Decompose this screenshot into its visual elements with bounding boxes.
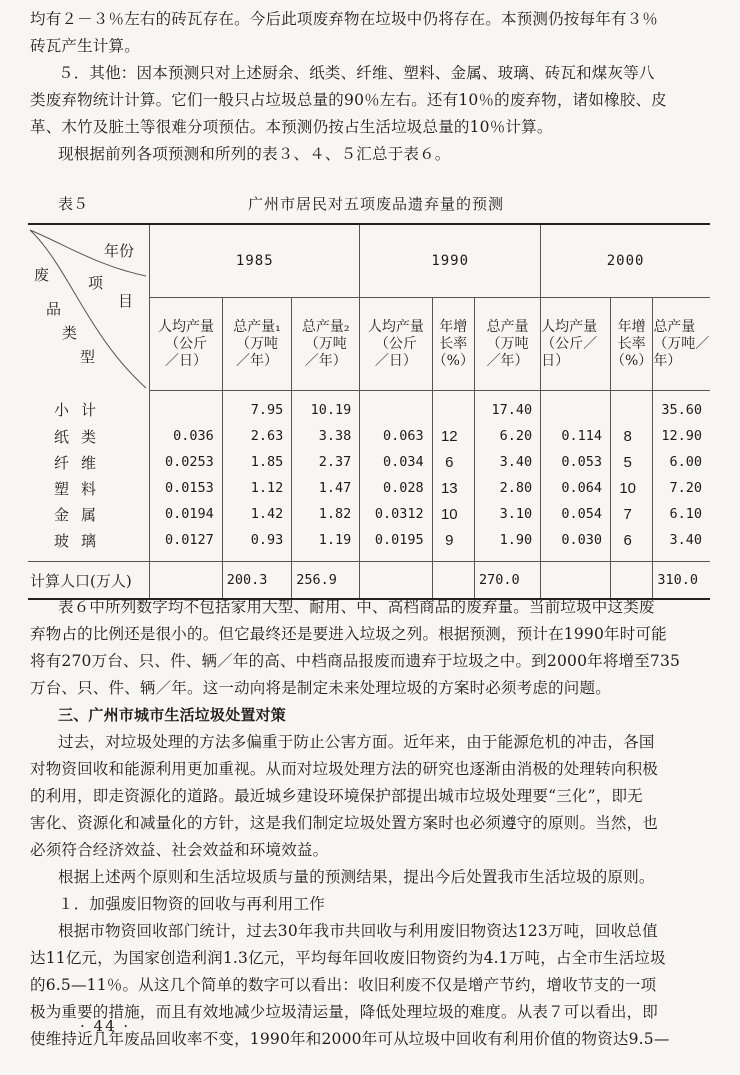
table-cell: 12.90 [653, 423, 710, 449]
data-table [28, 223, 710, 600]
table-cell: 12 [432, 423, 474, 449]
corner-year-label: 年份 [104, 241, 135, 260]
text-line: 弃物占的比例还是很小的。但它最终还是要进入垃圾之列。根据预测，预计在1990年时可能 [30, 625, 667, 643]
corner-type-label-4: 型 [80, 347, 96, 366]
col-header-total-1990: 总产量 （万吨 ／年） [474, 298, 540, 391]
table-cell: 1.90 [474, 527, 540, 562]
row-label-fiber: 纤维 [54, 453, 109, 472]
table-row [28, 423, 710, 449]
corner-type-label-1: 废 [34, 265, 50, 284]
table-cell: 35.60 [653, 391, 710, 424]
table-label: 表５ [58, 195, 89, 213]
text-line: 类废弃物统计计算。它们一般只占垃圾总量的90％左右。还有10％的废弃物，诸如橡胶、皮 [30, 91, 667, 109]
table-cell: 1.12 [222, 475, 291, 501]
text-line: 现根据前列各项预测和所列的表３、４、５汇总于表６。 [58, 145, 451, 163]
table-cell: 10 [432, 501, 474, 527]
text-line: 砖瓦产生计算。 [30, 37, 140, 55]
col-header-growth-1990: 年增 长率 （%） [432, 298, 474, 391]
col-header-per-capita-1990: 人均产量 （公斤 ／日） [360, 298, 432, 391]
table-cell: 0.0253 [150, 449, 222, 475]
row-label-metal: 金属 [54, 505, 109, 524]
col-header-total-2000: 总产量 （万吨／ 年） [653, 298, 710, 391]
table-row [28, 527, 710, 562]
table-cell: 270.0 [474, 562, 540, 600]
table-cell [611, 391, 653, 424]
table-cell: 0.036 [150, 423, 222, 449]
text-line: 达11亿元，为国家创造利润1.3亿元，平均每年回收废旧物资约为4.1万吨，占全市生活垃圾 [30, 949, 666, 967]
table-cell: 17.40 [474, 391, 540, 424]
year-header-1985: 1985 [150, 224, 360, 298]
table-cell [432, 391, 474, 424]
table-cell: 0.063 [360, 423, 432, 449]
text-line: 必须符合经济效益、社会效益和环境效益。 [30, 841, 329, 859]
text-line: 的6.5—11％。从这几个简单的数字可以看出：收旧利废不仅是增产节约，增收节支的一项 [30, 976, 657, 994]
table-cell: 1.47 [292, 475, 360, 501]
section-heading: 三、广州市城市生活垃圾处置对策 [58, 706, 287, 724]
table-row [28, 475, 710, 501]
table-cell: 0.0127 [150, 527, 222, 562]
table-cell: 3.10 [474, 501, 540, 527]
text-line: 根据上述两个原则和生活垃圾质与量的预测结果，提出今后处置我市生活垃圾的原则。 [58, 868, 655, 886]
table-cell: 6.00 [653, 449, 710, 475]
table-cell: 0.0194 [150, 501, 222, 527]
row-label-subtotal: 小计 [54, 401, 109, 420]
text-line: 过去，对垃圾处理的方法多偏重于防止公害方面。近年来，由于能源危机的冲击，各国 [58, 733, 655, 751]
table-row [28, 449, 710, 475]
page-number: · 44 · [80, 1017, 131, 1035]
text-line: 的利用，即走资源化的道路。最近城乡建设环境保护部提出城市垃圾处理要“三化”，即无 [30, 787, 643, 805]
table-cell: 0.93 [222, 527, 291, 562]
col-header-per-capita-2000: 人均产量 （公斤／ 日） [541, 298, 611, 391]
year-header-1990: 1990 [360, 224, 541, 298]
text-line: 极为重要的措施，而且有效地减少垃圾清运量，降低处理垃圾的难度。从表７可以看出，即 [30, 1003, 659, 1021]
table-cell [150, 391, 222, 424]
text-line: 万台、只、件、辆／年。这一动向将是制定未来处理垃圾的方案时必须考虑的问题。 [30, 679, 611, 697]
table-cell: 256.9 [292, 562, 360, 600]
body-text-block [30, 594, 720, 1053]
table-cell: 0.0153 [150, 475, 222, 501]
col-header-total2-1985: 总产量₂ （万吨 ／年） [292, 298, 360, 391]
table-cell: 10 [611, 475, 653, 501]
table-cell: 2.63 [222, 423, 291, 449]
table-cell: 200.3 [222, 562, 291, 600]
subheading: １．加强废旧物资的回收与再利用工作 [58, 895, 325, 913]
col-header-total1-1985: 总产量₁ （万吨 ／年） [222, 298, 291, 391]
corner-item-label-b: 目 [118, 291, 134, 310]
table-title: 广州市居民对五项废品遗弃量的预测 [248, 195, 505, 213]
text-line: 对物资回收和能源利用更加重视。从而对垃圾处理方法的研究也逐渐由消极的处理转向积极 [30, 760, 659, 778]
table-cell: 13 [432, 475, 474, 501]
text-line: 害化、资源化和减量化的方针，这是我们制定垃圾处置方案时也必须遵守的原则。当然，也 [30, 814, 659, 832]
table-cell: 7.20 [653, 475, 710, 501]
table-cell: 0.0312 [360, 501, 432, 527]
table-cell [360, 391, 432, 424]
table-cell: 7 [611, 501, 653, 527]
intro-text-block [30, 6, 720, 168]
table-cell: 0.064 [541, 475, 611, 501]
text-line: 根据市物资回收部门统计，过去30年我市共回收与利用废旧物资达123万吨，回收总值 [58, 922, 658, 940]
text-line: ５．其他：因本预测只对上述厨余、纸类、纤维、塑料、金属、玻璃、砖瓦和煤灰等八 [58, 64, 655, 82]
text-line: 均有２－３％左右的砖瓦存在。今后此项废弃物在垃圾中仍将存在。本预测仍按每年有３％ [30, 10, 659, 28]
table-cell: 6 [611, 527, 653, 562]
table-corner-header [28, 224, 150, 391]
table-cell: 7.95 [222, 391, 291, 424]
table-cell: 1.42 [222, 501, 291, 527]
table-cell: 0.030 [541, 527, 611, 562]
text-line: 使维持近几年废品回收率不变，1990年和2000年可从垃圾中回收有利用价值的物资达9.5— [30, 1030, 670, 1048]
table-cell: 0.034 [360, 449, 432, 475]
table-cell: 0.028 [360, 475, 432, 501]
col-header-growth-2000: 年增 长率 （%） [611, 298, 653, 391]
table-cell: 10.19 [292, 391, 360, 424]
table-row [28, 391, 710, 424]
population-label: 计算人口(万人) [28, 562, 150, 600]
year-header-2000: 2000 [541, 224, 710, 298]
table-cell: 1.82 [292, 501, 360, 527]
table-cell: 1.85 [222, 449, 291, 475]
table-cell: 310.0 [653, 562, 710, 600]
table-cell: 2.37 [292, 449, 360, 475]
col-header-per-capita-1985: 人均产量 （公斤 ／日） [150, 298, 222, 391]
table-cell: 0.114 [541, 423, 611, 449]
table-cell: 3.38 [292, 423, 360, 449]
table-cell: 0.0195 [360, 527, 432, 562]
table-cell: 1.19 [292, 527, 360, 562]
table-cell: 6.10 [653, 501, 710, 527]
row-label-glass: 玻璃 [54, 531, 109, 550]
corner-item-label-a: 项 [88, 273, 104, 292]
corner-type-label-3: 类 [62, 323, 78, 342]
text-line: 表６中所列数字均不包括家用大型、耐用、中、高档商品的废弃量。当前垃圾中这类废 [58, 598, 655, 616]
table-cell: 0.054 [541, 501, 611, 527]
table-cell: 6 [432, 449, 474, 475]
table-cell: 0.053 [541, 449, 611, 475]
text-line: 革、木竹及脏土等很难分项预估。本预测仍按占生活垃圾总量的10％计算。 [30, 118, 553, 136]
table-cell: 2.80 [474, 475, 540, 501]
row-label-paper: 纸类 [54, 427, 109, 446]
text-line: 将有270万台、只、件、辆／年的高、中档商品报废而遗弃于垃圾之中。到2000年将增至735 [30, 652, 681, 670]
table-cell [541, 391, 611, 424]
table-cell: 6.20 [474, 423, 540, 449]
table-cell: 9 [432, 527, 474, 562]
table-cell: 3.40 [653, 527, 710, 562]
row-label-plastic: 塑料 [54, 479, 109, 498]
table-row [28, 501, 710, 527]
corner-type-label-2: 品 [46, 299, 62, 318]
table-cell: 8 [611, 423, 653, 449]
table-cell: 3.40 [474, 449, 540, 475]
table-cell: 5 [611, 449, 653, 475]
